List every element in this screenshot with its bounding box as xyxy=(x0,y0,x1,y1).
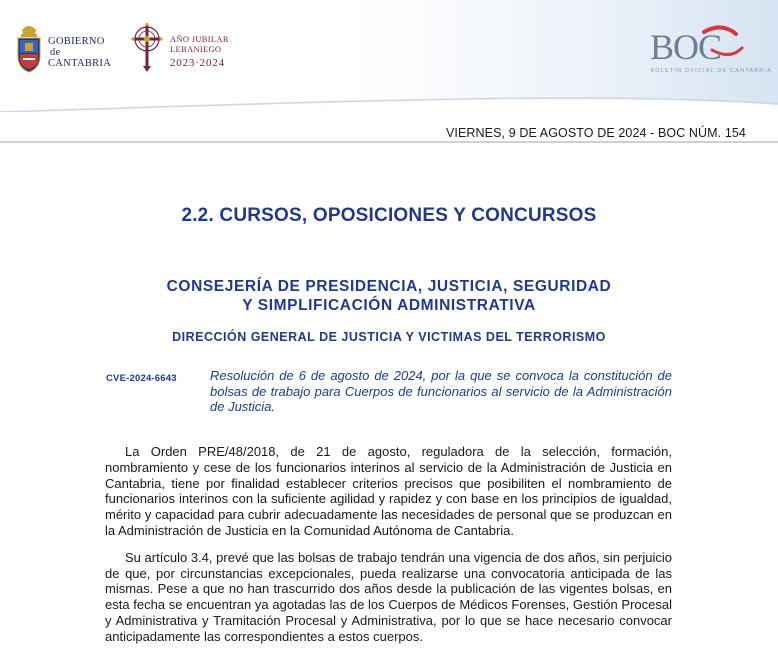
section-title: 2.2. CURSOS, OPOSICIONES Y CONCURSOS xyxy=(181,205,597,226)
gobierno-cantabria-logo xyxy=(14,22,111,74)
jubilar-line: AÑO JUBILAR xyxy=(170,34,229,44)
gobierno-line: de xyxy=(50,47,61,58)
gobierno-text xyxy=(48,36,111,69)
header-divider xyxy=(0,141,778,143)
lebaniego-cross-icon xyxy=(130,22,164,74)
boc-logo xyxy=(612,20,772,80)
body-paragraph: La Orden PRE/48/2018, de 21 de agosto, reguladora de la selección, formación, nombramiento y cese de los funcionarios interinos al servicio de la Administración de Justicia en Cantabria, tiene por finalidad establecer criterios precisos que posibiliten el nombramiento de funcionarios interinos con la suficiente agilidad y rapidez y con base en los principios de igualdad, mérito y capacidad para cubrir adecuadamente las necesidades de personal que se produzcan en la Administración de Justicia en la Comunidad Autónoma de Cantabria. xyxy=(105,444,672,538)
boc-letters: BOC xyxy=(650,27,722,67)
gobierno-line: CANTABRIA xyxy=(48,58,112,69)
consejeria-heading xyxy=(0,277,778,315)
body-paragraph: Su artículo 3.4, prevé que las bolsas de trabajo tendrán una vigencia de dos años, sin perjuicio de que, por circunstancias excepcionales, pueda realizarse una convocatoria anticipada de las mismas. Pese a que no han trascurrido dos años desde la publicación de las vigentes bolsas, en esta fecha se encuentran ya agotadas las de los Cuerpos de Médicos Forenses, Gestión Procesal y Administrativa y Tramitación Procesal y Administrativa, por lo que se hace necesario convocar anticipadamente las correspondientes a estos cuerpos. xyxy=(105,549,672,644)
consejeria-line: Y SIMPLIFICACIÓN ADMINISTRATIVA xyxy=(242,297,536,314)
page-header xyxy=(0,0,778,112)
resolution-summary: Resolución de 6 de agosto de 2024, por la que se convoca la constitución de bolsas de trabajo para Cuerpos de funcionarios al servicio de la Administración de Justicia. xyxy=(210,368,672,414)
jubilar-years: 2023·2024 xyxy=(170,57,225,69)
direccion-heading: DIRECCIÓN GENERAL DE JUSTICIA Y VICTIMAS DEL TERRORISMO xyxy=(172,330,606,344)
ano-jubilar-text xyxy=(170,34,229,68)
boc-subtitle: BOLETÍN OFICIAL DE CANTABRIA xyxy=(650,68,772,74)
consejeria-line: CONSEJERÍA DE PRESIDENCIA, JUSTICIA, SEGURIDAD xyxy=(166,278,612,295)
jubilar-line: LEBANIEGO xyxy=(170,44,222,54)
gobierno-line: GOBIERNO xyxy=(48,36,105,47)
issue-dateline: VIERNES, 9 DE AGOSTO DE 2024 - BOC NÚM. 154 xyxy=(445,126,746,140)
cve-code: CVE-2024-6643 xyxy=(106,373,177,384)
ano-jubilar-logo xyxy=(130,22,229,74)
body-text xyxy=(105,444,672,656)
coat-of-arms-icon xyxy=(14,22,44,74)
